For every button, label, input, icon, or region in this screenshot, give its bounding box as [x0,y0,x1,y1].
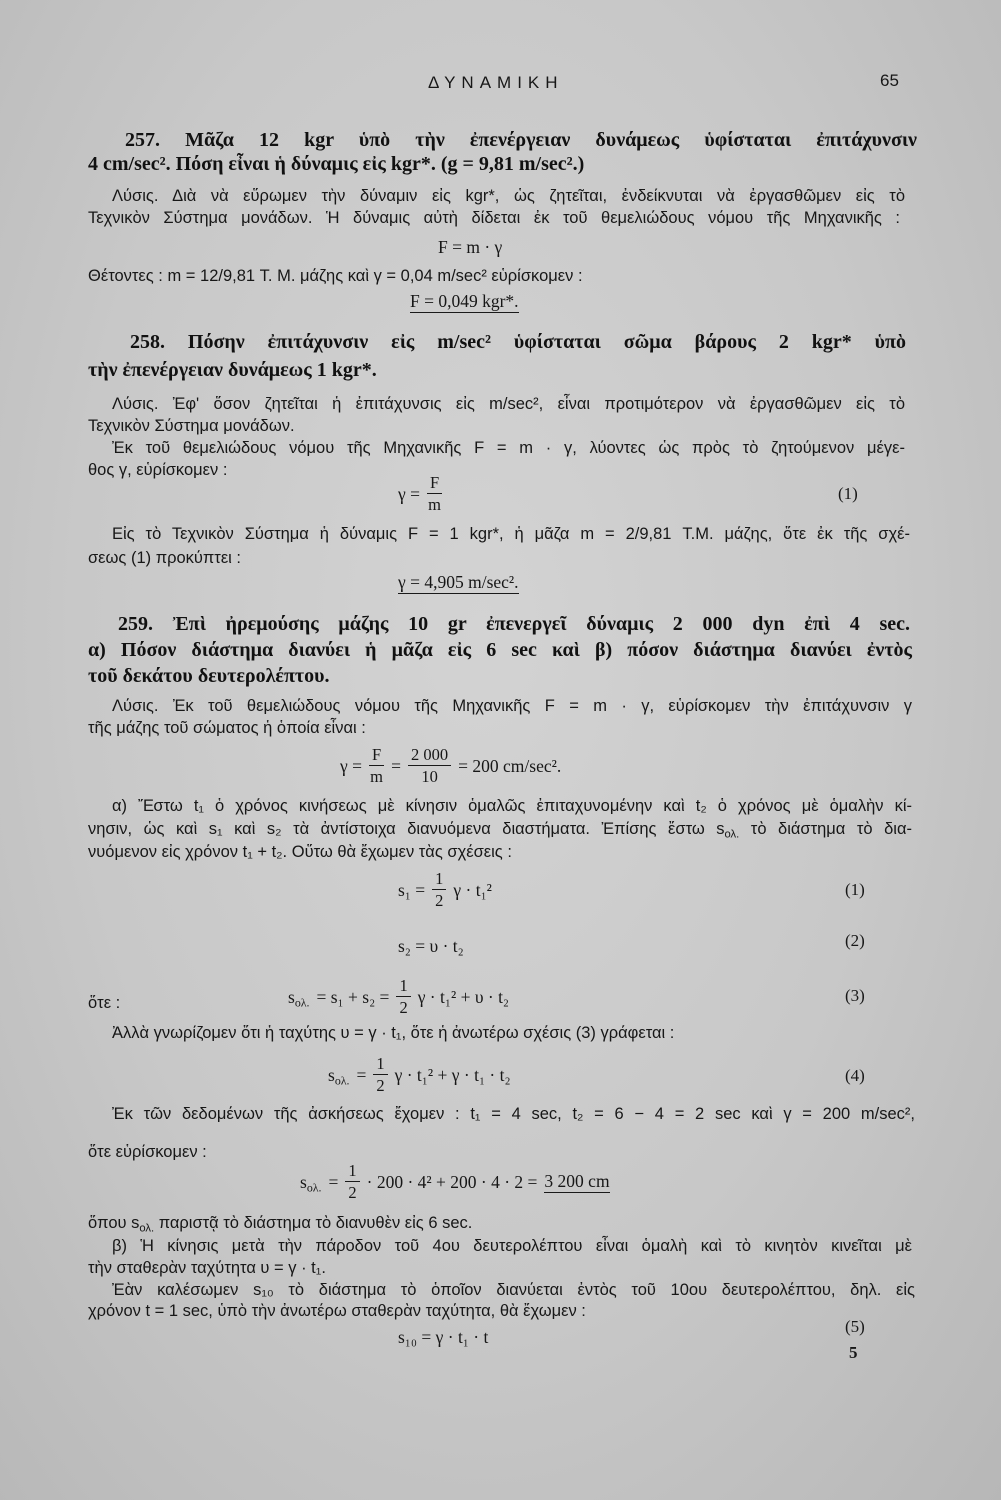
problem-258-solution-line-3: Ἐκ τοῦ θεμελιώδους νόμου τῆς Μηχανικῆς F = m · γ, λύοντες ὡς πρὸς τὸ ζητούμενον μέγε- [112,439,905,457]
subscript-total: ολ. [724,828,740,841]
equation-number: (3) [845,986,865,1005]
text-segment: τὸ διάστημα τὸ δια- [739,820,912,838]
problem-257-statement-line-1: 257. Μᾶζα 12 kgr ὑπὸ τὴν ἐπενέργειαν δυνάμεως ὑφίσταται ἐπιτάχυνσιν [125,129,917,151]
part-a-line-3: νυόμενον εἰς χρόνον t₁ + t₂. Οὕτω θὰ ἔχωμεν τὰς σχέσεις : [88,843,512,861]
velocity-relation-text: Ἀλλὰ γνωρίζομεν ὅτι ἡ ταχύτης υ = γ · t₁, ὅτε ἡ ἀνωτέρω σχέσις (3) γράφεται : [112,1024,675,1042]
equation-number: (1) [845,880,865,899]
s-total-symbol [288,987,310,1010]
fraction-numerator: F [427,474,442,494]
problem-258-solution-line-1: Λύσις. Ἐφ' ὅσον ζητεῖται ἡ ἐπιτάχυνσις εἰς m/sec², εἶναι προτιμότερον νὰ ἐργασθῶμεν εἰς τὸ [112,395,905,413]
problem-258-followup-line-1: Εἰς τὸ Τεχνικὸν Σύστημα ἡ δύναμις F = 1 kgr*, ἡ μᾶζα m = 2/9,81 Τ.Μ. μάζης, ὅτε ἐκ τῆς σχέ- [112,525,910,543]
equation-newton-law [438,237,502,257]
result-underlined: γ = 4,905 m/sec². [398,572,519,592]
problem-259-statement-line-3: τοῦ δεκάτου δευτερολέπτου. [88,665,330,687]
problem-257-statement-line-2: 4 cm/sec². Πόση εἶναι ἡ δύναμις εἰς kgr*. (g = 9,81 m/sec².) [88,153,585,175]
problem-259-statement-line-1: 259. Ἐπὶ ἠρεμούσης μάζης 10 gr ἐπενεργεῖ δύναμις 2 000 dyn ἐπὶ 4 sec. [118,613,910,635]
s-total-symbol [328,1065,350,1088]
fraction-denominator: m [370,767,383,786]
equation-acceleration-formula [398,474,442,514]
problem-258-solution-line-4: θος γ, εὑρίσκομεν : [88,461,228,479]
problem-257-solution-line-1: Λύσις. Διὰ νὰ εὕρωμεν τὴν δύναμιν εἰς kgr*, ὡς ζητεῖται, ἐνδείκνυται νὰ ἐργασθῶμεν εἰς τὸ [112,187,905,205]
equation-final-distance [300,1162,610,1202]
equation-text: s₁₀ = γ · t₁ · t [398,1327,489,1347]
page-number: 65 [880,71,899,90]
fraction [427,474,442,514]
problem-257-given-values: Θέτοντες : m = 12/9,81 Τ. Μ. μάζης καὶ γ = 0,04 m/sec² εὑρίσκομεν : [88,267,583,285]
s-total-symbol [300,1172,322,1195]
equation-lhs: γ = [398,484,420,504]
symbol-s: s [288,987,295,1007]
equation-2-distance-uniform [398,936,464,956]
subscript-total: ολ. [306,1180,322,1195]
subscript-total: ολ. [139,1222,155,1235]
equation-rhs: γ · t₁² [453,880,492,900]
fraction-numerator: 2 000 [408,746,451,766]
part-b-line-3: Ἐὰν καλέσωμεν s₁₀ τὸ διάστημα τὸ ὁποῖον διανύεται ἐντὸς τοῦ 10ου δευτερολέπτου, δηλ. εἰς [112,1281,915,1299]
fraction [396,977,410,1017]
equation-acceleration-value [340,746,561,786]
signature-mark: 5 [849,1343,858,1362]
fraction-denominator: 2 [376,1076,385,1095]
problem-259-solution-line-2: τῆς μάζης τοῦ σώματος ἡ ὁποία εἶναι : [88,719,366,737]
equation-rhs: · 200 · 4² + 200 · 4 · 2 = [366,1172,538,1192]
fraction-denominator: 2 [399,998,408,1017]
subscript-total: ολ. [334,1073,350,1088]
part-b-line-2: τὴν σταθερὰν ταχύτητα υ = γ · t₁. [88,1259,326,1277]
problem-257-result [410,291,519,313]
problem-259-solution-line-1: Λύσις. Ἐκ τοῦ θεμελιώδους νόμου τῆς Μηχανικῆς F = m · γ, εὑρίσκομεν τὴν ἐπιτάχυνσιν γ [112,697,912,715]
part-a-line-2 [88,819,912,840]
part-b-line-4: χρόνον t = 1 sec, ὑπὸ τὴν ἀνωτέρω σταθερὰν ταχύτητα, θὰ ἔχωμεν : [88,1302,586,1320]
problem-258-statement-line-2: τὴν ἐπενέργειαν δυνάμεως 1 kgr*. [88,359,377,381]
equation-3-total-distance [288,977,509,1017]
fraction [373,1055,387,1095]
fraction-denominator: 2 [435,891,444,910]
problem-258-solution-line-2: Τεχνικὸν Σύστημα μονάδων. [88,417,295,435]
equation-middle: = s₁ + s₂ = [316,987,390,1007]
running-title: ΔΥΝΑΜΙΚΗ [428,73,564,92]
equation-number: (4) [845,1066,865,1085]
fraction [432,870,446,910]
equation-rhs: γ · t₁² + υ · t₂ [417,987,510,1007]
result-underlined: F = 0,049 kgr*. [410,291,519,311]
part-b-line-1: β) Ἡ κίνησις μετὰ τὴν πάροδον τοῦ 4ου δευτερολέπτου εἶναι ὁμαλὴ καὶ τὸ κινητὸν κινεῖται μὲ [112,1237,912,1255]
fraction [345,1162,359,1202]
equation-number: (5) [845,1317,865,1336]
then-text: ὅτε εὑρίσκομεν : [88,1143,207,1161]
equation-number: (1) [838,484,858,503]
fraction [408,746,451,786]
equation-lhs: s₁ = [398,880,426,900]
fraction-denominator: 2 [348,1183,357,1202]
fraction-numerator: 1 [432,870,446,890]
fraction-numerator: 1 [396,977,410,997]
text-segment: παριστᾷ τὸ διάστημα τὸ διανυθὲν εἰς 6 sec. [154,1214,473,1232]
given-data-text: Ἐκ τῶν δεδομένων τῆς ἀσκήσεως ἔχομεν : t₁ = 4 sec, t₂ = 6 − 4 = 2 sec καὶ γ = 200 m/sec², [112,1105,915,1123]
symbol-s: s [328,1065,335,1085]
problem-258-statement-line-1: 258. Πόσην ἐπιτάχυνσιν εἰς m/sec² ὑφίσταται σῶμα βάρους 2 kgr* ὑπὸ [130,331,906,353]
text-segment: νησιν, ὡς καὶ s₁ καὶ s₂ τὰ ἀντίστοιχα διανυόμενα διαστήματα. Ἐπίσης ἔστω s [88,820,725,838]
problem-259-statement-line-2: α) Πόσον διάστημα διανύει ἡ μᾶζα εἰς 6 sec καὶ β) πόσον διάστημα διανύει ἐντὸς [88,639,912,661]
fraction-denominator: 10 [421,767,438,786]
equation-4-total-distance [328,1055,511,1095]
equals-sign: = [328,1172,339,1192]
equation-1-distance-accelerated [398,870,492,910]
where-line [88,1213,472,1234]
fraction-denominator: m [428,495,441,514]
problem-257-solution-line-2: Τεχνικὸν Σύστημα μονάδων. Ἡ δύναμις αὐτὴ δίδεται ἐκ τοῦ θεμελιώδους νόμου τῆς Μηχανικῆς : [88,209,900,227]
equation-text: F = m · γ [438,237,503,257]
equation-rhs: = 200 cm/sec². [458,756,562,776]
equation-text: s₂ = υ · t₂ [398,936,464,956]
subscript-total: ολ. [294,995,310,1010]
symbol-s: s [300,1172,307,1192]
equation-rhs: γ · t₁² + γ · t₁ · t₂ [394,1065,511,1085]
fraction-numerator: F [369,746,384,766]
equals-sign: = [391,756,402,776]
equation-lhs: γ = [340,756,362,776]
part-a-line-1: α) Ἔστω t₁ ὁ χρόνος κινήσεως μὲ κίνησιν ὁμαλῶς ἐπιταχυνομένην καὶ t₂ ὁ χρόνος μὲ ὁμαλὴν κί- [112,797,912,815]
fraction [369,746,384,786]
result-underlined: 3 200 cm [544,1171,610,1191]
equals-sign: = [356,1065,367,1085]
problem-258-followup-line-2: σεως (1) προκύπτει : [88,549,242,567]
problem-258-result [398,572,519,594]
equation-5-distance-tenth-second [398,1327,488,1347]
fraction-numerator: 1 [345,1162,359,1182]
equation-3-label: ὅτε : [88,994,121,1012]
text-segment: ὅπου s [88,1214,140,1232]
equation-number: (2) [845,931,865,950]
fraction-numerator: 1 [373,1055,387,1075]
